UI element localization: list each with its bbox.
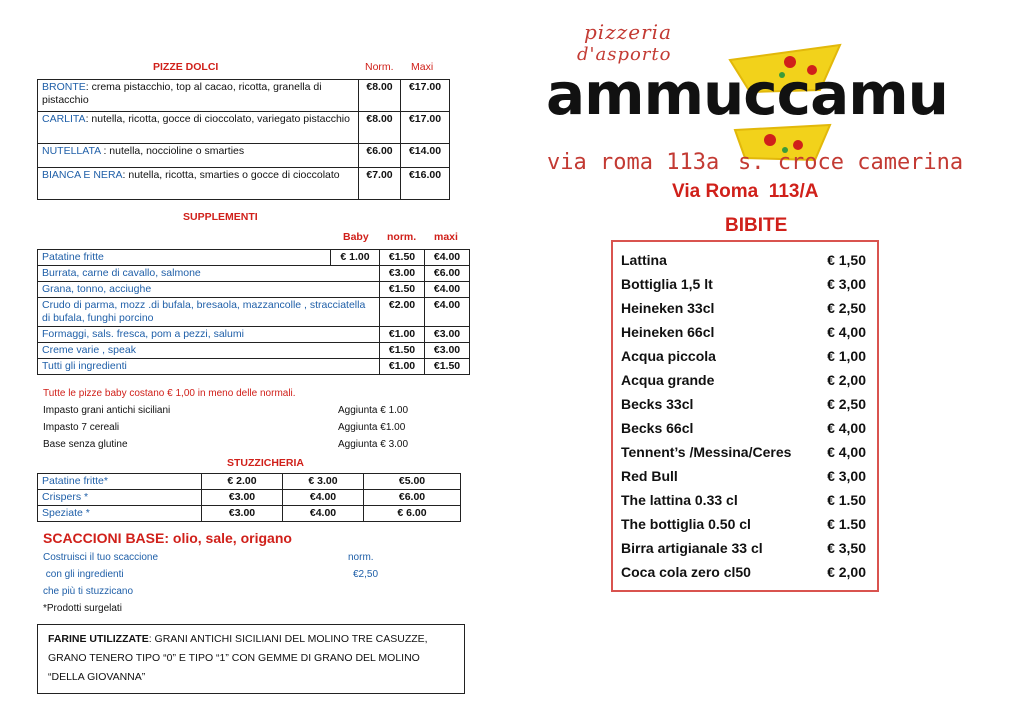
pizza-desc — [38, 112, 359, 144]
extra-price: Aggiunta €1.00 — [338, 422, 406, 433]
supplementi-baby-header: Baby — [343, 231, 369, 243]
price-maxi: €4.00 — [425, 250, 470, 266]
stuzzicheria-table — [37, 473, 461, 522]
farine-label: FARINE UTILIZZATE — [48, 633, 149, 645]
table-row — [38, 80, 450, 112]
price-maxi: €3.00 — [425, 327, 470, 343]
logo-pizzeria: pizzeria — [584, 20, 672, 44]
pizza-desc — [38, 168, 359, 200]
price-maxi: €17.00 — [401, 112, 450, 144]
price-1: €3.00 — [202, 490, 283, 506]
price-2: €4.00 — [283, 506, 364, 522]
drink-price: € 2,00 — [827, 564, 866, 580]
price-maxi: €16.00 — [401, 168, 450, 200]
drink-price: € 1.50 — [827, 492, 866, 508]
scaccioni-norm-label: norm. — [348, 552, 374, 563]
pizze-dolci-table — [37, 79, 450, 200]
list-item — [621, 516, 866, 532]
scaccioni-line-2: con gli ingredienti — [43, 569, 124, 580]
drink-name: Bottiglia 1,5 lt — [621, 276, 713, 292]
price-norm: €6.00 — [359, 144, 401, 168]
pizza-ingredients: : nutella, noccioline o smarties — [100, 145, 245, 157]
list-item — [621, 420, 866, 436]
price-norm: €3.00 — [380, 266, 425, 282]
address: Via Roma 113/A — [672, 181, 819, 202]
list-item — [621, 372, 866, 388]
price-maxi: €3.00 — [425, 343, 470, 359]
table-row — [38, 144, 450, 168]
drink-name: Tennent’s /Messina/Ceres — [621, 444, 792, 460]
bibite-title: BIBITE — [725, 215, 788, 236]
price-norm: €7.00 — [359, 168, 401, 200]
pizza-ingredients: : nutella, ricotta, gocce di cioccolato, variegato pistacchio — [85, 113, 350, 125]
price-norm: €2.00 — [380, 298, 425, 327]
stuzzicheria-title: STUZZICHERIA — [227, 457, 304, 469]
price-maxi: €1.50 — [425, 359, 470, 375]
price-2: €4.00 — [283, 490, 364, 506]
table-row — [38, 359, 470, 375]
extra-price: Aggiunta € 1.00 — [338, 405, 409, 416]
price-3: €6.00 — [364, 490, 461, 506]
supplement-name: Tutti gli ingredienti — [38, 359, 380, 375]
list-item — [621, 276, 866, 292]
supplement-name: Burrata, carne di cavallo, salmone — [38, 266, 380, 282]
list-item — [621, 348, 866, 364]
supplementi-maxi-header: maxi — [434, 231, 458, 243]
stuzzicheria-name: Speziate * — [38, 506, 202, 522]
extra-label: Base senza glutine — [43, 439, 128, 450]
price-2: € 3.00 — [283, 474, 364, 490]
supplementi-title: SUPPLEMENTI — [183, 211, 258, 223]
price-norm: €8.00 — [359, 112, 401, 144]
supplementi-norm-header: norm. — [387, 231, 417, 243]
table-row — [38, 112, 450, 144]
pizza-name: BIANCA E NERA — [42, 169, 123, 181]
drink-price: € 2,50 — [827, 300, 866, 316]
table-row — [38, 168, 450, 200]
price-3: € 6.00 — [364, 506, 461, 522]
drink-price: € 1,50 — [827, 252, 866, 268]
scaccioni-line-3: che più ti stuzzicano — [43, 586, 134, 597]
stuzzicheria-name: Patatine fritte* — [38, 474, 202, 490]
price-maxi: €4.00 — [425, 298, 470, 327]
supplement-name: Grana, tonno, acciughe — [38, 282, 380, 298]
drink-price: € 3,00 — [827, 468, 866, 484]
drink-price: € 2,00 — [827, 372, 866, 388]
drink-price: € 3,50 — [827, 540, 866, 556]
price-maxi: €6.00 — [425, 266, 470, 282]
table-row — [38, 327, 470, 343]
price-3: €5.00 — [364, 474, 461, 490]
drink-price: € 1.50 — [827, 516, 866, 532]
pizza-name: CARLITA — [42, 113, 86, 125]
list-item — [621, 300, 866, 316]
table-row — [38, 506, 461, 522]
drink-name: Lattina — [621, 252, 667, 268]
bibite-list — [621, 242, 866, 590]
drink-price: € 4,00 — [827, 420, 866, 436]
supplementi-table — [37, 249, 470, 375]
table-row — [38, 282, 470, 298]
list-item — [621, 252, 866, 268]
pizze-dolci-title: PIZZE DOLCI — [153, 61, 219, 73]
price-baby: € 1.00 — [331, 250, 380, 266]
pizza-name: NUTELLATA — [42, 145, 101, 157]
extra-label: Impasto 7 cereali — [43, 422, 120, 433]
pizza-desc — [38, 80, 359, 112]
drink-name: Birra artigianale 33 cl — [621, 540, 763, 556]
drink-name: The bottiglia 0.50 cl — [621, 516, 751, 532]
drink-name: Coca cola zero cl50 — [621, 564, 751, 580]
price-norm: €1.00 — [380, 327, 425, 343]
supplement-name: Creme varie , speak — [38, 343, 380, 359]
extra-label: Impasto grani antichi siciliani — [43, 405, 171, 416]
pizza-desc — [38, 144, 359, 168]
bibite-box — [611, 240, 879, 592]
price-1: € 2.00 — [202, 474, 283, 490]
price-1: €3.00 — [202, 506, 283, 522]
price-norm: €8.00 — [359, 80, 401, 112]
drink-name: Becks 33cl — [621, 396, 694, 412]
table-row — [38, 266, 470, 282]
stuzzicheria-name: Crispers * — [38, 490, 202, 506]
price-norm: €1.50 — [380, 250, 425, 266]
drink-name: Heineken 33cl — [621, 300, 715, 316]
list-item — [621, 492, 866, 508]
logo-address-right: s. croce camerina — [738, 150, 964, 175]
drink-name: Acqua piccola — [621, 348, 716, 364]
list-item — [621, 324, 866, 340]
scaccioni-price: €2,50 — [353, 569, 379, 580]
logo-address-left: via roma 113a — [547, 150, 720, 175]
price-maxi: €4.00 — [425, 282, 470, 298]
drink-price: € 4,00 — [827, 444, 866, 460]
list-item — [621, 468, 866, 484]
price-norm: €1.00 — [380, 359, 425, 375]
drink-name: Red Bull — [621, 468, 678, 484]
pizza-ingredients: : nutella, ricotta, smarties o gocce di cioccolato — [122, 169, 340, 181]
scaccioni-line-1: Costruisci il tuo scaccione — [43, 552, 159, 563]
price-maxi: €14.00 — [401, 144, 450, 168]
table-row — [38, 250, 470, 266]
list-item — [621, 444, 866, 460]
pizza-name: BRONTE — [42, 81, 86, 93]
scaccioni-title: SCACCIONI BASE: olio, sale, origano — [43, 530, 292, 546]
supplement-name: Crudo di parma, mozz .di bufala, bresaola, mazzancolle , stracciatella di bufala, funghi porcino — [38, 298, 380, 327]
pizze-dolci-maxi-header: Maxi — [411, 61, 434, 73]
table-row — [38, 490, 461, 506]
list-item — [621, 564, 866, 580]
pizze-dolci-norm-header: Norm. — [365, 61, 394, 73]
drink-price: € 3,00 — [827, 276, 866, 292]
drink-name: The lattina 0.33 cl — [621, 492, 738, 508]
drink-price: € 1,00 — [827, 348, 866, 364]
surgelati-footnote: *Prodotti surgelati — [43, 603, 122, 614]
table-row — [38, 474, 461, 490]
drink-name: Acqua grande — [621, 372, 715, 388]
price-norm: €1.50 — [380, 282, 425, 298]
supplement-name: Formaggi, sals. fresca, pom a pezzi, salumi — [38, 327, 380, 343]
farine-box — [37, 624, 465, 694]
price-maxi: €17.00 — [401, 80, 450, 112]
baby-note: Tutte le pizze baby costano € 1,00 in meno delle normali. — [43, 388, 296, 399]
drink-price: € 4,00 — [827, 324, 866, 340]
extra-price: Aggiunta € 3.00 — [338, 439, 409, 450]
drink-price: € 2,50 — [827, 396, 866, 412]
drink-name: Becks 66cl — [621, 420, 694, 436]
pizza-ingredients: : crema pistacchio, top al cacao, ricotta, granella di pistacchio — [42, 81, 322, 106]
supplement-name: Patatine fritte — [38, 250, 331, 266]
table-row — [38, 343, 470, 359]
logo-asporto: d'asporto — [577, 44, 672, 65]
list-item — [621, 540, 866, 556]
logo-brand: ammuccamu — [546, 60, 948, 128]
drink-name: Heineken 66cl — [621, 324, 715, 340]
list-item — [621, 396, 866, 412]
price-norm: €1.50 — [380, 343, 425, 359]
farine-text: : GRANI ANTICHI SICILIANI DEL MOLINO TRE CASUZZE, GRANO TENERO TIPO “0” E TIPO “1” CON GEMME DI GRANO DEL MOLINO “DELLA GIOVANNA” — [48, 633, 428, 683]
table-row — [38, 298, 470, 327]
